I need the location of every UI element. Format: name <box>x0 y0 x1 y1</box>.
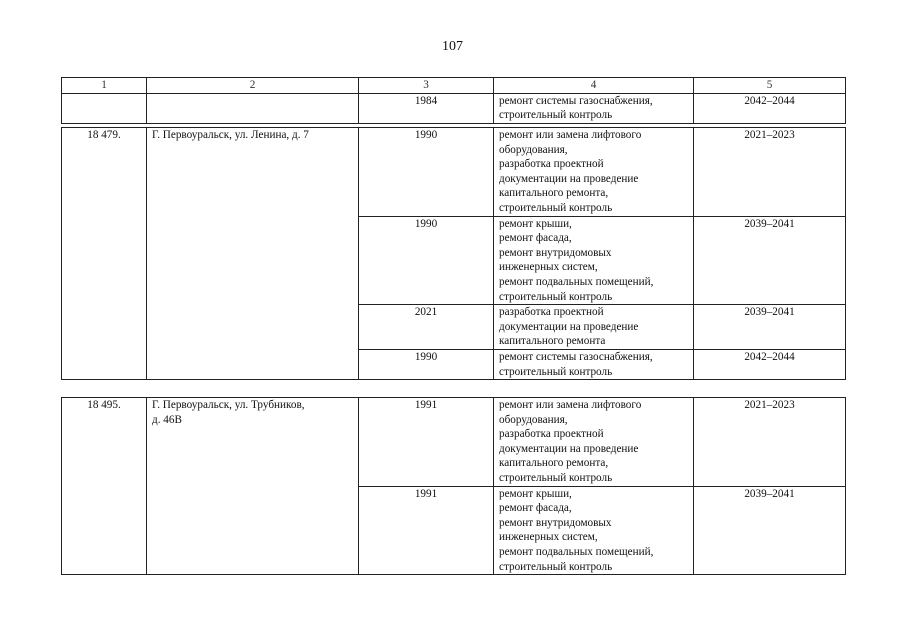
period-cell: 2042–2044 <box>694 93 846 123</box>
table-header-row <box>62 78 846 94</box>
year-cell: 1990 <box>359 349 494 379</box>
header-col-3: 3 <box>359 78 494 94</box>
header-col-1: 1 <box>62 78 147 94</box>
row-number-cell: 18 495. <box>62 398 147 575</box>
year-cell: 1990 <box>359 128 494 217</box>
period-cell: 2021–2023 <box>694 398 846 487</box>
period-cell: 2039–2041 <box>694 216 846 305</box>
schedule-table-building-2 <box>61 397 846 575</box>
work-cell: ремонт системы газоснабжения, строительный контроль <box>494 93 694 123</box>
year-cell: 2021 <box>359 305 494 350</box>
work-cell: ремонт крыши, ремонт фасада, ремонт внутридомовых инженерных систем, ремонт подвальных помещений, строительный контроль <box>494 486 694 575</box>
row-number-cell: 18 479. <box>62 128 147 380</box>
work-cell: разработка проектной документации на проведение капитального ремонта <box>494 305 694 350</box>
period-cell: 2042–2044 <box>694 349 846 379</box>
row-number-cell <box>62 93 147 123</box>
year-cell: 1984 <box>359 93 494 123</box>
address-cell: Г. Первоуральск, ул. Ленина, д. 7 <box>147 128 359 380</box>
year-cell: 1991 <box>359 398 494 487</box>
address-cell <box>147 93 359 123</box>
address-cell: Г. Первоуральск, ул. Трубников, д. 46В <box>147 398 359 575</box>
page-number: 107 <box>442 39 463 54</box>
table-row <box>62 128 846 217</box>
table-row <box>62 398 846 487</box>
header-col-2: 2 <box>147 78 359 94</box>
period-cell: 2039–2041 <box>694 486 846 575</box>
year-cell: 1991 <box>359 486 494 575</box>
period-cell: 2039–2041 <box>694 305 846 350</box>
header-col-5: 5 <box>694 78 846 94</box>
work-cell: ремонт или замена лифтового оборудования, разработка проектной документации на проведение капитального ремонта, строительный контроль <box>494 128 694 217</box>
header-col-4: 4 <box>494 78 694 94</box>
work-cell: ремонт крыши, ремонт фасада, ремонт внутридомовых инженерных систем, ремонт подвальных помещений, строительный контроль <box>494 216 694 305</box>
work-cell: ремонт системы газоснабжения, строительный контроль <box>494 349 694 379</box>
work-cell: ремонт или замена лифтового оборудования, разработка проектной документации на проведение капитального ремонта, строительный контроль <box>494 398 694 487</box>
schedule-table-building-1 <box>61 127 846 380</box>
period-cell: 2021–2023 <box>694 128 846 217</box>
table-row <box>62 93 846 123</box>
schedule-table-continuation <box>61 77 846 124</box>
year-cell: 1990 <box>359 216 494 305</box>
